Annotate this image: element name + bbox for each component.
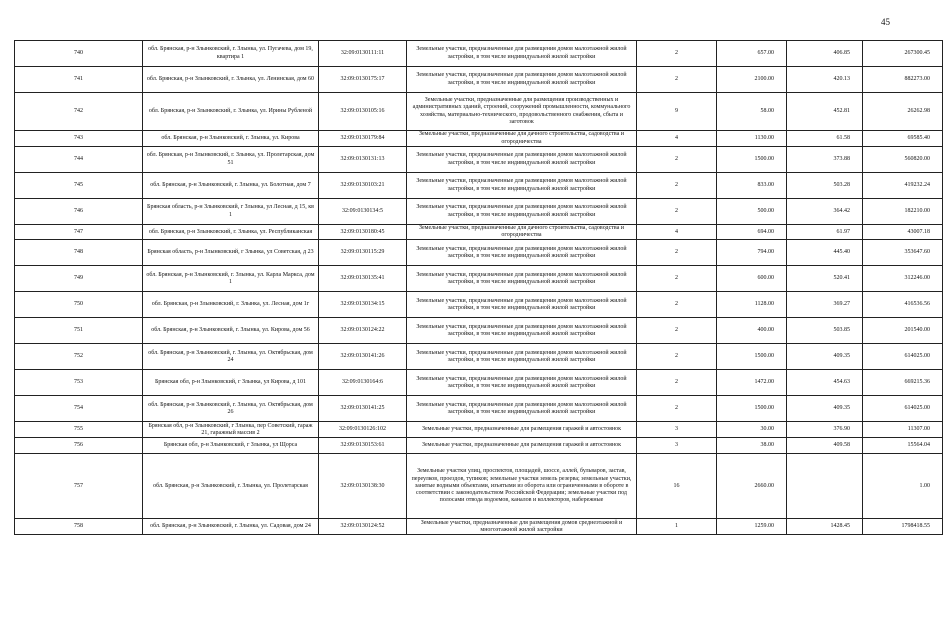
cell-total: 201540.00 (863, 318, 943, 344)
cell-area: 1500.00 (717, 396, 787, 422)
cell-num: 746 (15, 199, 143, 225)
cell-use: Земельные участки улиц, проспектов, площадей, шоссе, аллей, бульваров, застав, переулков, проездов, тупиков; земельные участки земель резерва; земельные участки, занятые водными объектами, изъятыми из оборота или ограниченными в обороте в соответствии с законодательством Российской Федерации; земельные участки под полосами отвода водоемов, каналов и коллекторов, набережные (407, 454, 637, 519)
cell-area: 1472.00 (717, 370, 787, 396)
cell-total: 267300.45 (863, 41, 943, 67)
cell-cad: 32:09:0130134:5 (319, 199, 407, 225)
cell-price: 520.41 (787, 266, 863, 292)
cell-addr: обл. Брянская, р-н Злынковский, г. Злынка, ул. Ирины Рубленой (143, 93, 319, 131)
cell-addr: обл. Брянская, р-н Злынковский, г. Злынка, ул. Садовая, дом 24 (143, 519, 319, 535)
cell-area: 38.00 (717, 438, 787, 454)
cell-area: 2660.00 (717, 454, 787, 519)
cell-price: 420.13 (787, 67, 863, 93)
cell-cad: 32:09:0130175:17 (319, 67, 407, 93)
table-row (15, 240, 943, 266)
cell-price: 409.58 (787, 438, 863, 454)
cell-num: 747 (15, 225, 143, 240)
cell-price: 409.35 (787, 396, 863, 422)
cell-area: 1259.00 (717, 519, 787, 535)
cell-total: 882273.00 (863, 67, 943, 93)
cell-use: Земельные участки, предназначенные для размещения домов среднеэтажной и многоэтажной жилой застройки (407, 519, 637, 535)
cell-num: 755 (15, 422, 143, 438)
cell-total: 312246.00 (863, 266, 943, 292)
cell-use: Земельные участки, предназначенные для размещения гаражей и автостоянок (407, 422, 637, 438)
cell-price: 61.58 (787, 131, 863, 147)
table-row (15, 438, 943, 454)
cell-total: 182210.00 (863, 199, 943, 225)
cell-addr: обл. Брянская, р-н Злынковский, г. Злынка, ул. Пугачева, дом 19, квартира 1 (143, 41, 319, 67)
cell-cad: 32:09:0130126:102 (319, 422, 407, 438)
cell-use: Земельные участки, предназначенные для размещения домов малоэтажной жилой застройки, в том числе индивидуальной жилой застройки (407, 292, 637, 318)
cell-use: Земельные участки, предназначенные для размещения домов малоэтажной жилой застройки, в том числе индивидуальной жилой застройки (407, 240, 637, 266)
cell-cad: 32:09:0130124:52 (319, 519, 407, 535)
cell-use: Земельные участки, предназначенные для размещения гаражей и автостоянок (407, 438, 637, 454)
cell-num: 742 (15, 93, 143, 131)
cell-count: 2 (637, 396, 717, 422)
cell-addr: обл. Брянская, р-н Злынковский, г. Злынка, ул. Кирова, дом 56 (143, 318, 319, 344)
cell-num: 758 (15, 519, 143, 535)
cell-num: 744 (15, 147, 143, 173)
table-row (15, 173, 943, 199)
cell-addr: обл. Брянская, р-н Злынковский, г. Злынка, ул. Ленинская, дом 60 (143, 67, 319, 93)
table-row (15, 318, 943, 344)
cell-cad: 32:09:0130135:41 (319, 266, 407, 292)
cell-price: 452.81 (787, 93, 863, 131)
cell-addr: обл. Брянская, р-н Злынковский, г. Злынка, ул. Республиканская (143, 225, 319, 240)
land-plots-table (14, 40, 943, 535)
table-row (15, 199, 943, 225)
cell-count: 9 (637, 93, 717, 131)
cell-area: 833.00 (717, 173, 787, 199)
cell-count: 2 (637, 370, 717, 396)
cell-addr: обл. Брянская, р-н Злынковский, г. Злынка, ул. Октябрьская, дом 26 (143, 396, 319, 422)
cell-area: 500.00 (717, 199, 787, 225)
cell-price: 454.63 (787, 370, 863, 396)
table-row (15, 67, 943, 93)
cell-count: 3 (637, 438, 717, 454)
table-row (15, 396, 943, 422)
page-number: 45 (881, 17, 890, 27)
table-row (15, 370, 943, 396)
cell-total: 1.00 (863, 454, 943, 519)
cell-addr: Брянская область, р-н Злынковский, г Злынка, ул Советская, д 23 (143, 240, 319, 266)
cell-price: 376.90 (787, 422, 863, 438)
table-body (15, 41, 943, 535)
cell-num: 752 (15, 344, 143, 370)
cell-area: 600.00 (717, 266, 787, 292)
cell-addr: обл. Брянская, р-н Злынковский, г. Злынка, ул. Болотная, дом 7 (143, 173, 319, 199)
cell-total: 669215.36 (863, 370, 943, 396)
table-row (15, 344, 943, 370)
cell-use: Земельные участки, предназначенные для размещения домов малоэтажной жилой застройки, в том числе индивидуальной жилой застройки (407, 266, 637, 292)
cell-total: 614025.00 (863, 344, 943, 370)
cell-addr: обл. Брянская, р-н Злынковский, г. Злынка, ул. Лесная, дом 1г (143, 292, 319, 318)
cell-count: 2 (637, 199, 717, 225)
table-row (15, 131, 943, 147)
cell-total: 419232.24 (863, 173, 943, 199)
cell-cad: 32:09:0130103:21 (319, 173, 407, 199)
cell-cad: 32:09:0130153:61 (319, 438, 407, 454)
table-row (15, 266, 943, 292)
cell-cad: 32:09:0130124:22 (319, 318, 407, 344)
cell-area: 1130.00 (717, 131, 787, 147)
cell-total: 353647.60 (863, 240, 943, 266)
cell-use: Земельные участки, предназначенные для размещения домов малоэтажной жилой застройки, в том числе индивидуальной жилой застройки (407, 41, 637, 67)
cell-area: 2100.00 (717, 67, 787, 93)
cell-count: 2 (637, 344, 717, 370)
cell-use: Земельные участки, предназначенные для дачного строительства, садоводства и огородничества (407, 131, 637, 147)
cell-cad: 32:09:0130111:11 (319, 41, 407, 67)
cell-count: 2 (637, 173, 717, 199)
cell-total: 69585.40 (863, 131, 943, 147)
cell-price: 409.35 (787, 344, 863, 370)
cell-price: 1428.45 (787, 519, 863, 535)
cell-addr: обл. Брянская, р-н Злынковский, г. Злынка, ул. Карла Маркса, дом 1 (143, 266, 319, 292)
cell-num: 750 (15, 292, 143, 318)
cell-addr: обл. Брянская, р-н Злынковский, г. Злынка, ул. Октябрьская, дом 24 (143, 344, 319, 370)
table-row (15, 422, 943, 438)
cell-cad: 32:09:0130115:29 (319, 240, 407, 266)
cell-cad: 32:09:0130105:16 (319, 93, 407, 131)
cell-count: 4 (637, 131, 717, 147)
cell-count: 4 (637, 225, 717, 240)
cell-total: 26262.98 (863, 93, 943, 131)
cell-area: 30.00 (717, 422, 787, 438)
cell-num: 757 (15, 454, 143, 519)
cell-cad: 32:09:0130134:15 (319, 292, 407, 318)
cell-count: 1 (637, 519, 717, 535)
cell-use: Земельные участки, предназначенные для дачного строительства, садоводства и огородничества (407, 225, 637, 240)
cell-area: 1500.00 (717, 344, 787, 370)
cell-num: 756 (15, 438, 143, 454)
table-row (15, 454, 943, 519)
cell-price (787, 454, 863, 519)
cell-addr: Брянская обл, р-н Злынковский, г Злынка, ул Кирова, д 101 (143, 370, 319, 396)
cell-area: 1500.00 (717, 147, 787, 173)
cell-total: 614025.00 (863, 396, 943, 422)
cell-use: Земельные участки, предназначенные для размещения производственных и административных зданий, строений, сооружений промышленности, коммунального хозяйства, материально-технического, продовольственного снабжения, сбыта и заготовок (407, 93, 637, 131)
cell-count: 2 (637, 240, 717, 266)
cell-price: 406.85 (787, 41, 863, 67)
cell-num: 743 (15, 131, 143, 147)
cell-total: 416536.56 (863, 292, 943, 318)
cell-area: 657.00 (717, 41, 787, 67)
cell-num: 741 (15, 67, 143, 93)
cell-price: 373.88 (787, 147, 863, 173)
cell-area: 694.00 (717, 225, 787, 240)
cell-addr: Брянская обл, р-н Злынковский, г Злынка, пер Советский, гараж 21, гаражный массив 2 (143, 422, 319, 438)
cell-num: 745 (15, 173, 143, 199)
cell-cad: 32:09:0130141:26 (319, 344, 407, 370)
cell-count: 2 (637, 147, 717, 173)
cell-total: 43007.18 (863, 225, 943, 240)
cell-area: 400.00 (717, 318, 787, 344)
cell-num: 751 (15, 318, 143, 344)
cell-total: 11307.00 (863, 422, 943, 438)
cell-addr: обл. Брянская, р-н Злынковский, г. Злынка, ул. Пролетарская (143, 454, 319, 519)
cell-use: Земельные участки, предназначенные для размещения домов малоэтажной жилой застройки, в том числе индивидуальной жилой застройки (407, 67, 637, 93)
cell-area: 794.00 (717, 240, 787, 266)
cell-use: Земельные участки, предназначенные для размещения домов малоэтажной жилой застройки, в том числе индивидуальной жилой застройки (407, 318, 637, 344)
cell-cad: 32:09:0130138:30 (319, 454, 407, 519)
cell-price: 503.28 (787, 173, 863, 199)
cell-count: 2 (637, 318, 717, 344)
cell-cad: 32:09:0130141:25 (319, 396, 407, 422)
cell-total: 15564.04 (863, 438, 943, 454)
cell-use: Земельные участки, предназначенные для размещения домов малоэтажной жилой застройки, в том числе индивидуальной жилой застройки (407, 147, 637, 173)
cell-addr: обл. Брянская, р-н Злынковский, г. Злынка, ул. Пролетарская, дом 51 (143, 147, 319, 173)
cell-price: 61.97 (787, 225, 863, 240)
cell-count: 2 (637, 266, 717, 292)
table-row (15, 292, 943, 318)
cell-addr: Брянская область, р-н Злынковский, г Злынка, ул Лесная, д 15, кв 1 (143, 199, 319, 225)
table-row (15, 147, 943, 173)
cell-use: Земельные участки, предназначенные для размещения домов малоэтажной жилой застройки, в том числе индивидуальной жилой застройки (407, 344, 637, 370)
cell-addr: обл. Брянская, р-н Злынковский, г. Злынка, ул. Кирова (143, 131, 319, 147)
cell-cad: 32:09:0130131:13 (319, 147, 407, 173)
cell-price: 369.27 (787, 292, 863, 318)
cell-cad: 32:09:0130179:84 (319, 131, 407, 147)
cell-use: Земельные участки, предназначенные для размещения домов малоэтажной жилой застройки, в том числе индивидуальной жилой застройки (407, 396, 637, 422)
cell-total: 560820.00 (863, 147, 943, 173)
table-row (15, 519, 943, 535)
cell-count: 16 (637, 454, 717, 519)
cell-num: 753 (15, 370, 143, 396)
table-row (15, 225, 943, 240)
cell-use: Земельные участки, предназначенные для размещения домов малоэтажной жилой застройки, в том числе индивидуальной жилой застройки (407, 173, 637, 199)
cell-use: Земельные участки, предназначенные для размещения домов малоэтажной жилой застройки, в том числе индивидуальной жилой застройки (407, 199, 637, 225)
cell-use: Земельные участки, предназначенные для размещения домов малоэтажной жилой застройки, в том числе индивидуальной жилой застройки (407, 370, 637, 396)
cell-cad: 32:09:0130180:45 (319, 225, 407, 240)
cell-count: 2 (637, 41, 717, 67)
cell-count: 2 (637, 292, 717, 318)
cell-num: 749 (15, 266, 143, 292)
cell-total: 1798418.55 (863, 519, 943, 535)
cell-num: 754 (15, 396, 143, 422)
cell-price: 364.42 (787, 199, 863, 225)
cell-cad: 32:09:0130164:6 (319, 370, 407, 396)
cell-num: 748 (15, 240, 143, 266)
cell-area: 1128.00 (717, 292, 787, 318)
cell-area: 58.00 (717, 93, 787, 131)
table-row (15, 41, 943, 67)
cell-count: 3 (637, 422, 717, 438)
cell-num: 740 (15, 41, 143, 67)
cell-count: 2 (637, 67, 717, 93)
cell-price: 445.40 (787, 240, 863, 266)
table-row (15, 93, 943, 131)
cell-price: 503.85 (787, 318, 863, 344)
cell-addr: Брянская обл, р-н Злынковский, г Злынка, ул Щорса (143, 438, 319, 454)
